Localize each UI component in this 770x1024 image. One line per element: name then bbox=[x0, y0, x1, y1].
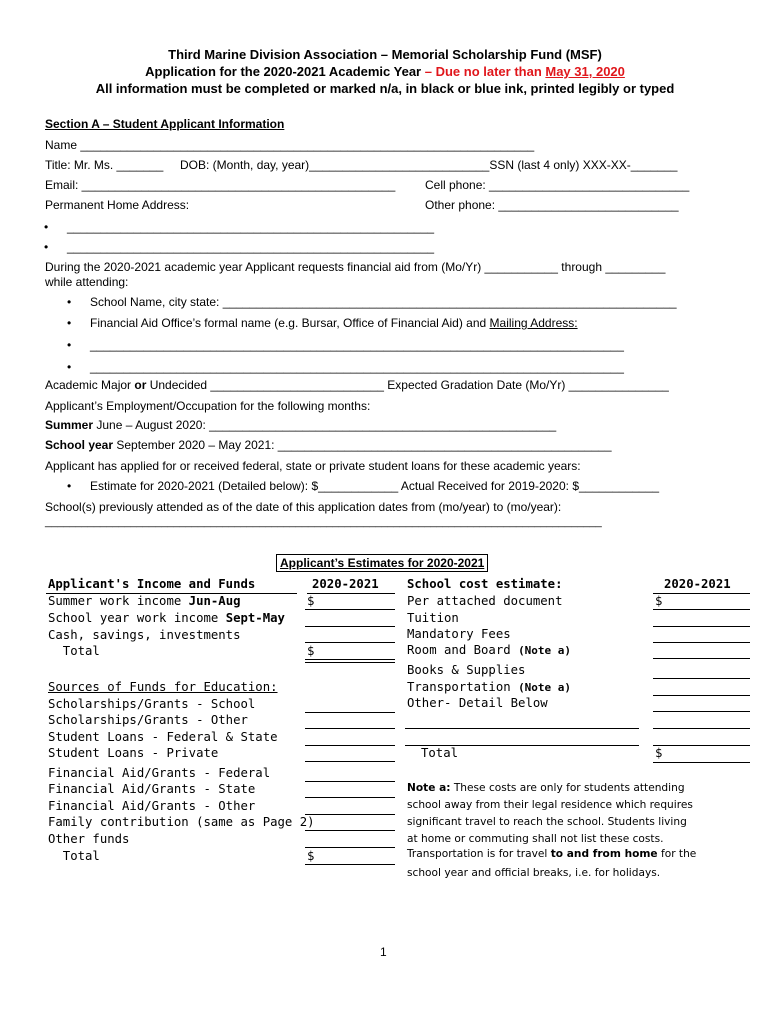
note-line-1 bbox=[407, 782, 685, 794]
sources-row-label: Scholarships/Grants - School bbox=[48, 697, 256, 711]
cost-row-text: Mandatory Fees bbox=[407, 627, 511, 641]
major-or: or bbox=[134, 378, 147, 392]
sources-row-label: Other funds bbox=[48, 832, 130, 846]
income-row-label bbox=[48, 644, 100, 658]
cost-amount-line[interactable] bbox=[653, 658, 750, 659]
income-total-double-line bbox=[305, 662, 395, 663]
form-subtitle bbox=[0, 64, 770, 79]
bullet-icon: • bbox=[67, 360, 72, 374]
previous-schools-label: School(s) previously attended as of the date of this application dates from (mo/year) to (mo/year): bbox=[45, 500, 562, 514]
income-row-label bbox=[48, 611, 285, 625]
cost-row-label bbox=[407, 594, 562, 608]
income-row-period: Jun-Aug bbox=[188, 594, 241, 608]
income-row-text: School year work income bbox=[48, 611, 226, 625]
sources-row-label: Scholarships/Grants - Other bbox=[48, 713, 248, 727]
employment-label: Applicant’s Employment/Occupation for the following months: bbox=[45, 399, 371, 413]
cost-row-label bbox=[407, 627, 511, 641]
cost-first-dollar: $ bbox=[655, 594, 663, 608]
while-attending-label: while attending: bbox=[45, 275, 129, 289]
school-name-field[interactable]: School Name, city state: ____________________________________________________________________ bbox=[90, 295, 677, 309]
income-row-text: Total bbox=[48, 644, 100, 658]
sources-total-dollar: $ bbox=[307, 849, 315, 863]
cost-row-note: (Note a) bbox=[518, 681, 572, 694]
cost-row-note: (Note a) bbox=[518, 644, 572, 657]
due-date: May 31, 2020 bbox=[545, 64, 625, 79]
aid-office-line-1[interactable]: ________________________________________________________________________________ bbox=[90, 338, 624, 352]
income-year-heading: 2020-2021 bbox=[312, 577, 379, 591]
bullet-icon: • bbox=[44, 220, 49, 234]
income-year-rule bbox=[307, 593, 395, 594]
note-text-5a: Transportation is for travel bbox=[407, 848, 551, 860]
sources-amount-line[interactable] bbox=[305, 864, 395, 865]
sources-row-label: Financial Aid/Grants - Other bbox=[48, 799, 256, 813]
bullet-icon: • bbox=[44, 240, 49, 254]
sources-amount-line[interactable] bbox=[305, 728, 395, 729]
cost-row-label bbox=[407, 680, 571, 694]
note-line-5 bbox=[407, 848, 696, 860]
previous-schools-line[interactable]: ___________________________________________________________________________________________ bbox=[45, 516, 602, 528]
income-row-text: Summer work income bbox=[48, 594, 189, 608]
sources-amount-line[interactable] bbox=[305, 814, 395, 815]
cost-year-heading: 2020-2021 bbox=[664, 577, 731, 591]
note-line-2: school away from their legal residence which requires bbox=[407, 799, 693, 811]
address-line-1[interactable]: _______________________________________________________ bbox=[67, 220, 435, 234]
cost-row-text: Books & Supplies bbox=[407, 663, 526, 677]
sources-row-label: Student Loans - Private bbox=[48, 746, 219, 760]
cost-amount-line[interactable] bbox=[653, 695, 750, 696]
cost-row-text: Other- Detail Below bbox=[407, 696, 548, 710]
bullet-icon: • bbox=[67, 338, 72, 352]
sources-amount-line[interactable] bbox=[305, 797, 395, 798]
aid-office-text: Financial Aid Office’s formal name (e.g. Bursar, Office of Financial Aid) and bbox=[90, 316, 490, 330]
sources-row-label: Financial Aid/Grants - State bbox=[48, 782, 256, 796]
cost-amount-line[interactable] bbox=[653, 711, 750, 712]
cost-total-line[interactable] bbox=[653, 762, 750, 763]
cost-total-label: Total bbox=[421, 746, 459, 760]
bullet-icon: • bbox=[67, 316, 72, 330]
mailing-address-label: Mailing Address: bbox=[489, 316, 578, 330]
loans-label: Applicant has applied for or received federal, state or private student loans for these academic years: bbox=[45, 459, 581, 473]
income-row-dollar: $ bbox=[307, 644, 315, 658]
cost-row-text: Tuition bbox=[407, 611, 459, 625]
estimates-title: Applicant’s Estimates for 2020-2021 bbox=[276, 554, 488, 572]
school-year-employment-field[interactable] bbox=[45, 438, 612, 452]
section-a-heading: Section A – Student Applicant Information bbox=[45, 117, 285, 131]
other-detail-amount[interactable] bbox=[653, 728, 750, 729]
sources-heading: Sources of Funds for Education: bbox=[48, 680, 278, 694]
income-row-text: Cash, savings, investments bbox=[48, 628, 241, 642]
note-label: Note a: bbox=[407, 782, 451, 794]
income-row-dollar: $ bbox=[307, 594, 315, 608]
note-line-3: significant travel to reach the school. Students living bbox=[407, 816, 687, 828]
dob-ssn-field[interactable]: DOB: (Month, day, year)___________________________SSN (last 4 only) XXX-XX-_______ bbox=[180, 158, 678, 172]
form-title: Third Marine Division Association – Memorial Scholarship Fund (MSF) bbox=[168, 47, 602, 62]
aid-office-line-2[interactable]: ________________________________________________________________________________ bbox=[90, 360, 624, 374]
cost-row-text: Transportation bbox=[407, 680, 519, 694]
aid-office-label bbox=[90, 316, 578, 330]
major-label: Academic Major bbox=[45, 378, 135, 392]
cost-amount-line[interactable] bbox=[653, 626, 750, 627]
sources-row-label: Total bbox=[48, 849, 100, 863]
note-text-5b: to and from home bbox=[550, 848, 658, 860]
cost-year-rule bbox=[653, 593, 750, 594]
income-amount-line[interactable] bbox=[305, 659, 395, 660]
major-field[interactable] bbox=[45, 378, 669, 392]
sources-amount-line[interactable] bbox=[305, 712, 395, 713]
cost-row-text: Room and Board bbox=[407, 643, 519, 657]
cost-row-label bbox=[407, 696, 548, 710]
title-field[interactable]: Title: Mr. Ms. _______ bbox=[45, 158, 164, 172]
page-number: 1 bbox=[380, 945, 387, 959]
sources-amount-line[interactable] bbox=[305, 830, 395, 831]
income-row-label bbox=[48, 594, 241, 608]
summer-rest: June – August 2020: ____________________________________________________ bbox=[93, 418, 557, 432]
income-amount-line[interactable] bbox=[305, 642, 395, 643]
cost-amount-line[interactable] bbox=[653, 678, 750, 679]
bullet-icon: • bbox=[67, 295, 72, 309]
sources-amount-line[interactable] bbox=[305, 745, 395, 746]
cost-amount-line[interactable] bbox=[653, 642, 750, 643]
address-line-2[interactable]: _______________________________________________________ bbox=[67, 240, 435, 254]
cell-phone-field[interactable]: Cell phone: ______________________________ bbox=[425, 178, 690, 192]
income-amount-line[interactable] bbox=[305, 626, 395, 627]
other-detail-amount[interactable] bbox=[653, 745, 750, 746]
subtitle-year: Application for the 2020-2021 Academic Year bbox=[145, 64, 422, 79]
cost-total-dollar: $ bbox=[655, 746, 663, 760]
other-detail-line[interactable] bbox=[405, 728, 639, 729]
sources-row-label: Family contribution (same as Page 2) bbox=[48, 815, 315, 829]
income-row-label bbox=[48, 628, 241, 642]
school-year-rest: September 2020 – May 2021: __________________________________________________ bbox=[113, 438, 612, 452]
home-address-label: Permanent Home Address: bbox=[45, 198, 190, 212]
form-instructions: All information must be completed or marked n/a, in black or blue ink, printed legibly or typed bbox=[95, 81, 675, 96]
cost-row-label bbox=[407, 611, 459, 625]
email-field[interactable]: Email: _______________________________________________ bbox=[45, 178, 396, 192]
note-text-5c: for the bbox=[657, 848, 697, 860]
bullet-icon: • bbox=[67, 479, 72, 493]
summer-label: Summer bbox=[45, 418, 94, 432]
note-line-6: school year and official breaks, i.e. for holidays. bbox=[407, 867, 661, 879]
note-text-1: These costs are only for students attending bbox=[450, 782, 685, 794]
subtitle-due: – Due no later than bbox=[421, 64, 546, 79]
income-amount-line[interactable] bbox=[305, 609, 395, 610]
aid-period-field[interactable]: During the 2020-2021 academic year Applicant requests financial aid from (Mo/Yr) ___________ through _________ bbox=[45, 260, 666, 274]
sources-row-label: Student Loans - Federal & State bbox=[48, 730, 278, 744]
summer-employment-field[interactable] bbox=[45, 418, 556, 432]
school-year-label: School year bbox=[45, 438, 114, 452]
major-rest: Undecided __________________________ Expected Gradation Date (Mo/Yr) _______________ bbox=[146, 378, 669, 392]
sources-amount-line[interactable] bbox=[305, 847, 395, 848]
income-heading: Applicant's Income and Funds bbox=[48, 577, 256, 591]
sources-row-label: Financial Aid/Grants - Federal bbox=[48, 766, 271, 780]
cost-amount-line[interactable] bbox=[653, 609, 750, 610]
loan-estimate-field[interactable]: Estimate for 2020-2021 (Detailed below): $____________ Actual Received for 2019-2020: $____________ bbox=[90, 479, 660, 493]
name-field[interactable]: Name ____________________________________________________________________ bbox=[45, 138, 535, 152]
cost-heading: School cost estimate: bbox=[407, 577, 563, 591]
sources-amount-line[interactable] bbox=[305, 781, 395, 782]
note-line-4: at home or commuting shall not list these costs. bbox=[407, 833, 664, 845]
income-row-period: Sept-May bbox=[225, 611, 285, 625]
other-phone-field[interactable]: Other phone: ___________________________ bbox=[425, 198, 679, 212]
sources-amount-line[interactable] bbox=[305, 761, 395, 762]
cost-row-label bbox=[407, 663, 525, 677]
cost-row-label bbox=[407, 643, 571, 657]
cost-row-text: Per attached document bbox=[407, 594, 563, 608]
